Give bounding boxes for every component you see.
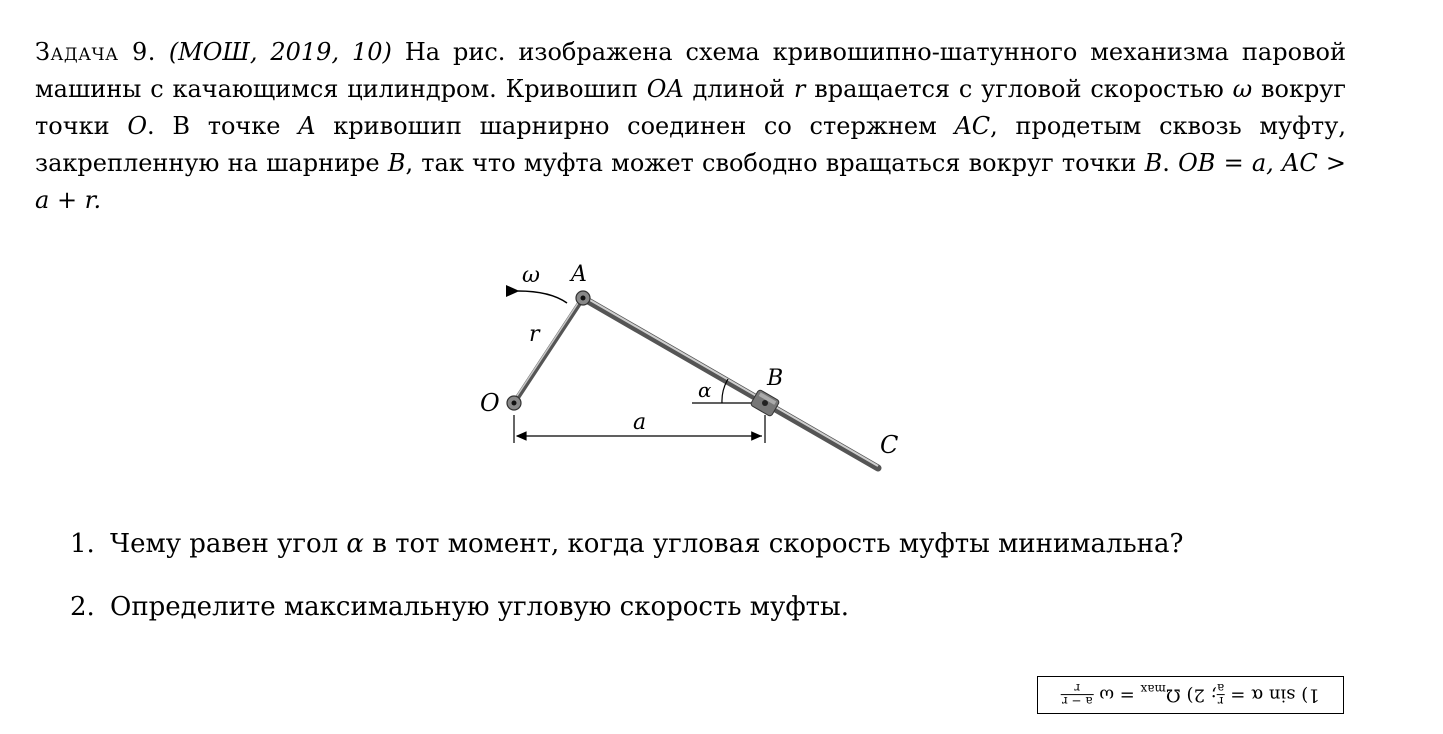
var-OA: OA — [646, 75, 684, 103]
problem-text-5: . В точке — [147, 112, 281, 140]
rod-AC — [583, 298, 878, 468]
condition-AC: AC > a + r. — [35, 149, 1346, 214]
answer-sub: max — [1140, 682, 1166, 697]
var-r: r — [793, 75, 806, 103]
problem-text-9: . — [1162, 149, 1170, 177]
problem-text-7: , продетым сквозь муфту, закрепленную на шарнире — [35, 112, 1346, 177]
var-omega: ω — [1232, 75, 1253, 103]
label-C: C — [880, 431, 899, 459]
problem-statement — [35, 34, 1346, 219]
omega-arrow — [518, 291, 567, 303]
label-r: r — [529, 322, 540, 347]
question-number: 1. — [70, 529, 95, 559]
problem-text-6: кривошип шарнирно соединен со стержнем — [333, 112, 937, 140]
problem-text-8: , так что муфта может свободно вращаться вокруг точки — [405, 149, 1137, 177]
problem-text-4: вокруг точки — [35, 75, 1347, 140]
condition-OB: OB = a, — [1178, 149, 1274, 177]
answer-sep: ; 2) Ω — [1165, 685, 1217, 707]
question-symbol: α — [346, 529, 364, 559]
label-alpha: α — [698, 378, 712, 402]
var-B2: B — [1144, 149, 1163, 177]
list-item — [70, 587, 1183, 627]
problem-label: Задача 9. — [35, 38, 156, 66]
question-text-pre: Определите максимальную угловую скорость муфты. — [110, 592, 850, 622]
answer-fraction-2: a − r r — [1062, 681, 1093, 709]
label-omega: ω — [522, 263, 540, 288]
var-AC: AC — [954, 112, 991, 140]
mechanism-figure — [470, 255, 920, 485]
pivot-A — [576, 291, 590, 305]
label-O: O — [480, 389, 500, 417]
label-B: B — [767, 366, 784, 391]
answer-part1: 1) sin α = — [1230, 685, 1320, 707]
label-A: A — [571, 262, 587, 287]
answer-box — [1037, 676, 1344, 714]
problem-source: (МОШ, 2019, 10) — [168, 38, 392, 66]
question-text-post: в тот момент, когда угловая скорость муфты минимальна? — [372, 529, 1184, 559]
problem-text-1: На рис. изображена схема кривошипно-шатунного механизма паровой машины с качающимся цилиндром. Кривошип — [35, 38, 1346, 103]
pivot-O — [507, 396, 521, 410]
answer-mid: = ω — [1099, 685, 1135, 707]
pivot-B — [762, 400, 768, 406]
question-text-pre: Чему равен угол — [110, 529, 339, 559]
list-item — [70, 524, 1183, 564]
var-A: A — [298, 112, 316, 140]
answer-text-upside-down — [1061, 682, 1320, 707]
label-a: a — [633, 410, 647, 435]
var-O: O — [127, 112, 147, 140]
answer-fraction-1: r a — [1217, 681, 1225, 709]
question-list — [70, 524, 1183, 650]
question-number: 2. — [70, 592, 95, 622]
problem-text-2: длиной — [692, 75, 786, 103]
crank-OA — [514, 298, 583, 403]
problem-text-3: вращается с угловой скоростью — [814, 75, 1224, 103]
var-B: B — [387, 149, 406, 177]
